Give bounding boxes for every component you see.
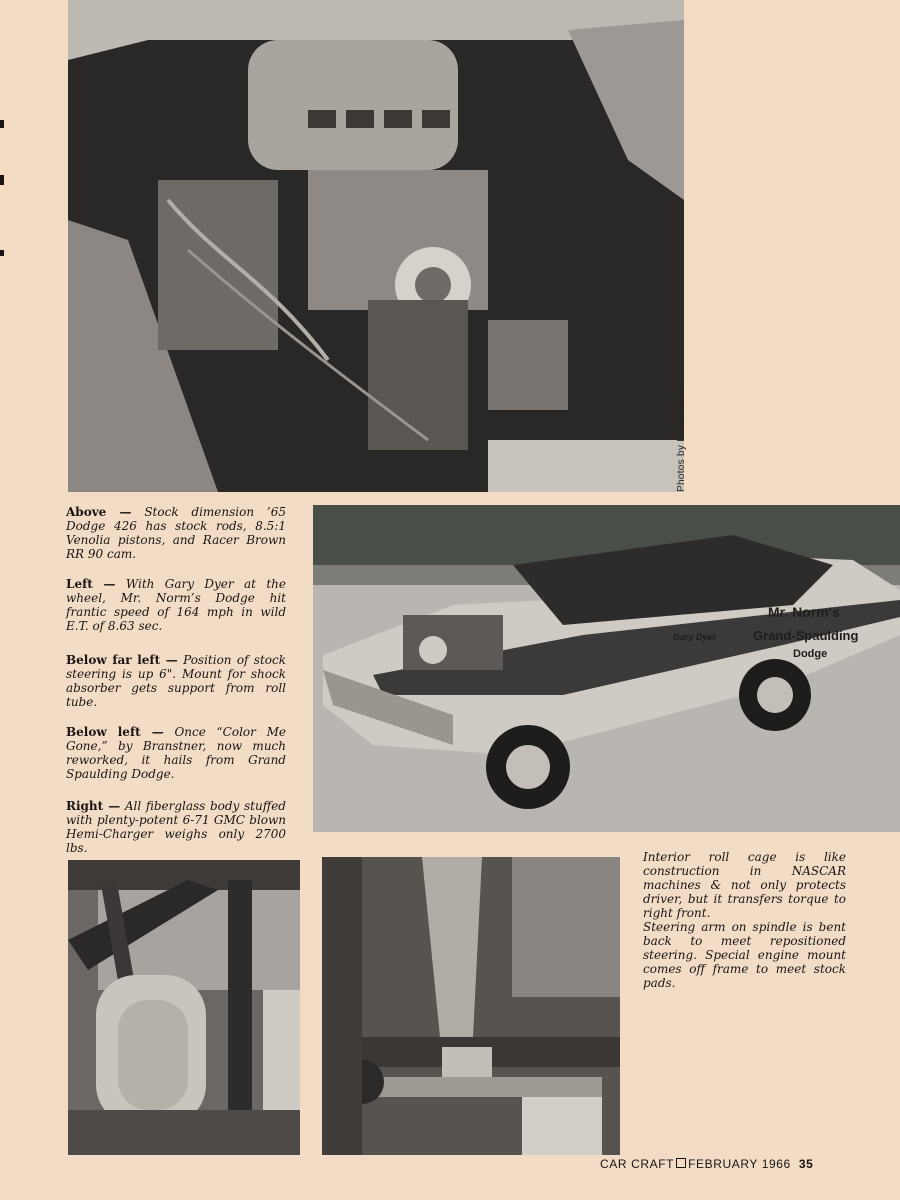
- caption-lead: Above —: [66, 505, 132, 519]
- car-driver-lettering: Gary Dyer: [673, 632, 717, 642]
- issue-date: FEBRUARY 1966: [688, 1157, 791, 1171]
- caption-steering-arm: Steering arm on spindle is bent back to meet repositioned steering. Special engine mount comes off frame to meet stock pads.: [643, 920, 846, 990]
- caption-lead: Right —: [66, 799, 121, 813]
- page-footer: [600, 1157, 813, 1171]
- page-number: 35: [798, 1157, 814, 1171]
- car-brand-lettering: Dodge: [793, 648, 828, 660]
- caption-body: With Gary Dyer at the wheel, Mr. Norm’s Dodge hit frantic speed of 164 mph in wild E.T. of 8.63 sec.: [66, 577, 286, 633]
- caption-lead: Below left —: [66, 725, 164, 739]
- caption-body: Position of stock steering is up 6". Mount for shock absorber gets support from roll tube.: [66, 653, 286, 709]
- binding-mark: [0, 250, 4, 256]
- engine-bay-photo: [68, 0, 684, 492]
- caption-roll-cage: Interior roll cage is like construction in NASCAR machines & not only protects driver, but it transfers torque to right front.: [643, 850, 846, 920]
- caption-below-far-left: [66, 653, 286, 709]
- car-owner-lettering: Mr. Norm's: [768, 604, 840, 620]
- roll-cage-photo: [68, 860, 300, 1155]
- steering-spindle-photo: [322, 857, 620, 1155]
- photo-credit: Photos by Pat Brollier: [676, 389, 687, 492]
- caption-body: All fiberglass body stuffed with plenty-potent 6-71 GMC blown Hemi-Charger weighs only 2700 lbs.: [66, 799, 286, 855]
- separator-box: [676, 1158, 686, 1168]
- caption-above: [66, 505, 286, 561]
- caption-left: [66, 577, 286, 633]
- caption-right: [66, 799, 286, 855]
- caption-body: Stock dimension ’65 Dodge 426 has stock rods, 8.5:1 Venolia pistons, and Racer Brown RR 90 cam.: [66, 505, 286, 561]
- caption-below-left: [66, 725, 286, 781]
- binding-mark: [0, 175, 4, 185]
- caption-body: Once “Color Me Gone,” by Branstner, now much reworked, it hails from Grand Spaulding Dodge.: [66, 725, 286, 781]
- magazine-name: CAR CRAFT: [600, 1157, 675, 1171]
- car-dealer-lettering: Grand-Spaulding: [753, 628, 859, 643]
- dragster-car-photo: [313, 505, 900, 832]
- caption-lead: Below far left —: [66, 653, 178, 667]
- caption-lead: Left —: [66, 577, 116, 591]
- binding-mark: [0, 120, 4, 128]
